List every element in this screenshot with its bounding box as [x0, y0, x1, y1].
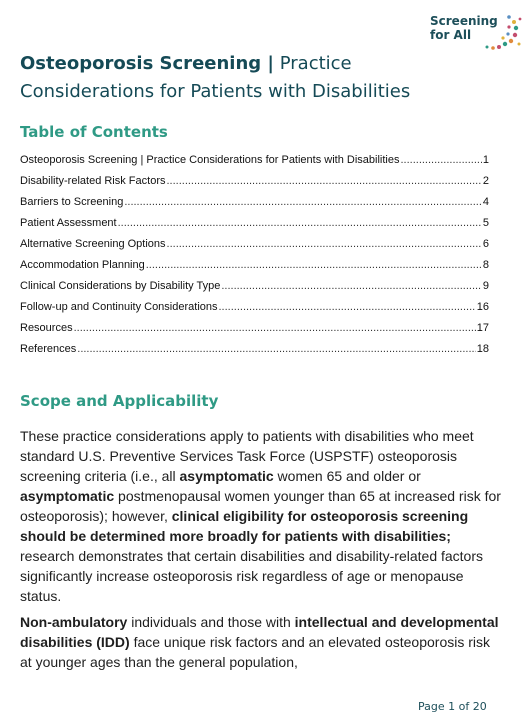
toc-entry-page: 4 [482, 196, 489, 208]
emphasis-span: Non-ambulatory [20, 614, 128, 630]
toc-leader-dots [74, 322, 476, 334]
scope-paragraph-2 [20, 612, 505, 672]
screening-for-all-logo [430, 14, 522, 54]
toc-heading: Table of Contents [20, 123, 168, 141]
emphasis-span: asymptomatic [179, 468, 274, 484]
toc-entry-title: Alternative Screening Options [20, 238, 166, 250]
document-title [20, 50, 440, 106]
toc-entry-title: Osteoporosis Screening | Practice Considerations for Patients with Disabilities [20, 154, 400, 166]
toc-entry-title: Barriers to Screening [20, 196, 124, 208]
logo-dots-icon [475, 14, 523, 54]
toc-leader-dots [219, 301, 476, 313]
text-span: research demonstrates that certain disabilities and disability-related factors significantly increase osteoporosis risk regardless of age or menopause status. [20, 548, 484, 604]
toc-entry-title: References [20, 343, 77, 355]
text-span: face unique risk factors and an elevated osteoporosis risk at younger ages than the general population, [20, 634, 490, 670]
toc-entry-page: 5 [482, 217, 489, 229]
toc-entry-page: 16 [476, 301, 489, 313]
emphasis-span: asymptomatic [20, 488, 115, 504]
toc-leader-dots [77, 343, 475, 355]
toc-entry-title: Disability-related Risk Factors [20, 175, 166, 187]
scope-heading: Scope and Applicability [20, 392, 219, 410]
emphasis-span: intellectual and developmental disabilities (IDD) [20, 614, 499, 650]
title-rest: Practice Considerations for Patients with Disabilities [20, 53, 411, 102]
toc-entry-page: 2 [482, 175, 489, 187]
emphasis-span: clinical eligibility for osteoporosis screening should be determined more broadly for patients with disabilities; [20, 508, 469, 544]
toc-leader-dots [167, 238, 482, 250]
toc-entry[interactable] [20, 196, 489, 217]
toc-entry-page: 1 [482, 154, 489, 166]
page-number: Page 1 of 20 [418, 700, 487, 713]
toc-entry-page: 17 [476, 322, 489, 334]
toc-entry[interactable] [20, 322, 489, 343]
toc-leader-dots [221, 280, 482, 292]
text-span: postmenopausal women younger than 65 at increased risk for osteoporosis); however, [20, 488, 501, 524]
table-of-contents [20, 154, 489, 364]
logo-line1: Screening [430, 14, 498, 28]
toc-entry[interactable] [20, 259, 489, 280]
toc-entry[interactable] [20, 175, 489, 196]
toc-entry[interactable] [20, 301, 489, 322]
toc-entry-page: 18 [476, 343, 489, 355]
toc-entry-title: Resources [20, 322, 73, 334]
toc-entry[interactable] [20, 154, 489, 175]
toc-leader-dots [146, 259, 482, 271]
toc-entry-page: 9 [482, 280, 489, 292]
toc-entry-title: Follow-up and Continuity Considerations [20, 301, 218, 313]
toc-entry-page: 8 [482, 259, 489, 271]
toc-entry[interactable] [20, 280, 489, 301]
scope-paragraph-1 [20, 426, 505, 606]
toc-entry[interactable] [20, 238, 489, 259]
toc-entry-page: 6 [482, 238, 489, 250]
logo-line2: for All [430, 28, 472, 42]
toc-leader-dots [166, 175, 481, 187]
title-bold: Osteoporosis Screening | [20, 53, 275, 74]
toc-entry[interactable] [20, 343, 489, 364]
toc-entry-title: Patient Assessment [20, 217, 117, 229]
text-span: individuals and those with [127, 614, 295, 630]
toc-entry[interactable] [20, 217, 489, 238]
toc-leader-dots [124, 196, 482, 208]
toc-entry-title: Accommodation Planning [20, 259, 145, 271]
toc-leader-dots [400, 154, 481, 166]
toc-entry-title: Clinical Considerations by Disability Type [20, 280, 221, 292]
text-span: women 65 and older or [273, 468, 421, 484]
toc-leader-dots [118, 217, 482, 229]
text-span: These practice considerations apply to patients with disabilities who meet standard U.S. Preventive Services Task Force (USPSTF) osteoporosis screening criteria (i.e., all [20, 428, 474, 484]
